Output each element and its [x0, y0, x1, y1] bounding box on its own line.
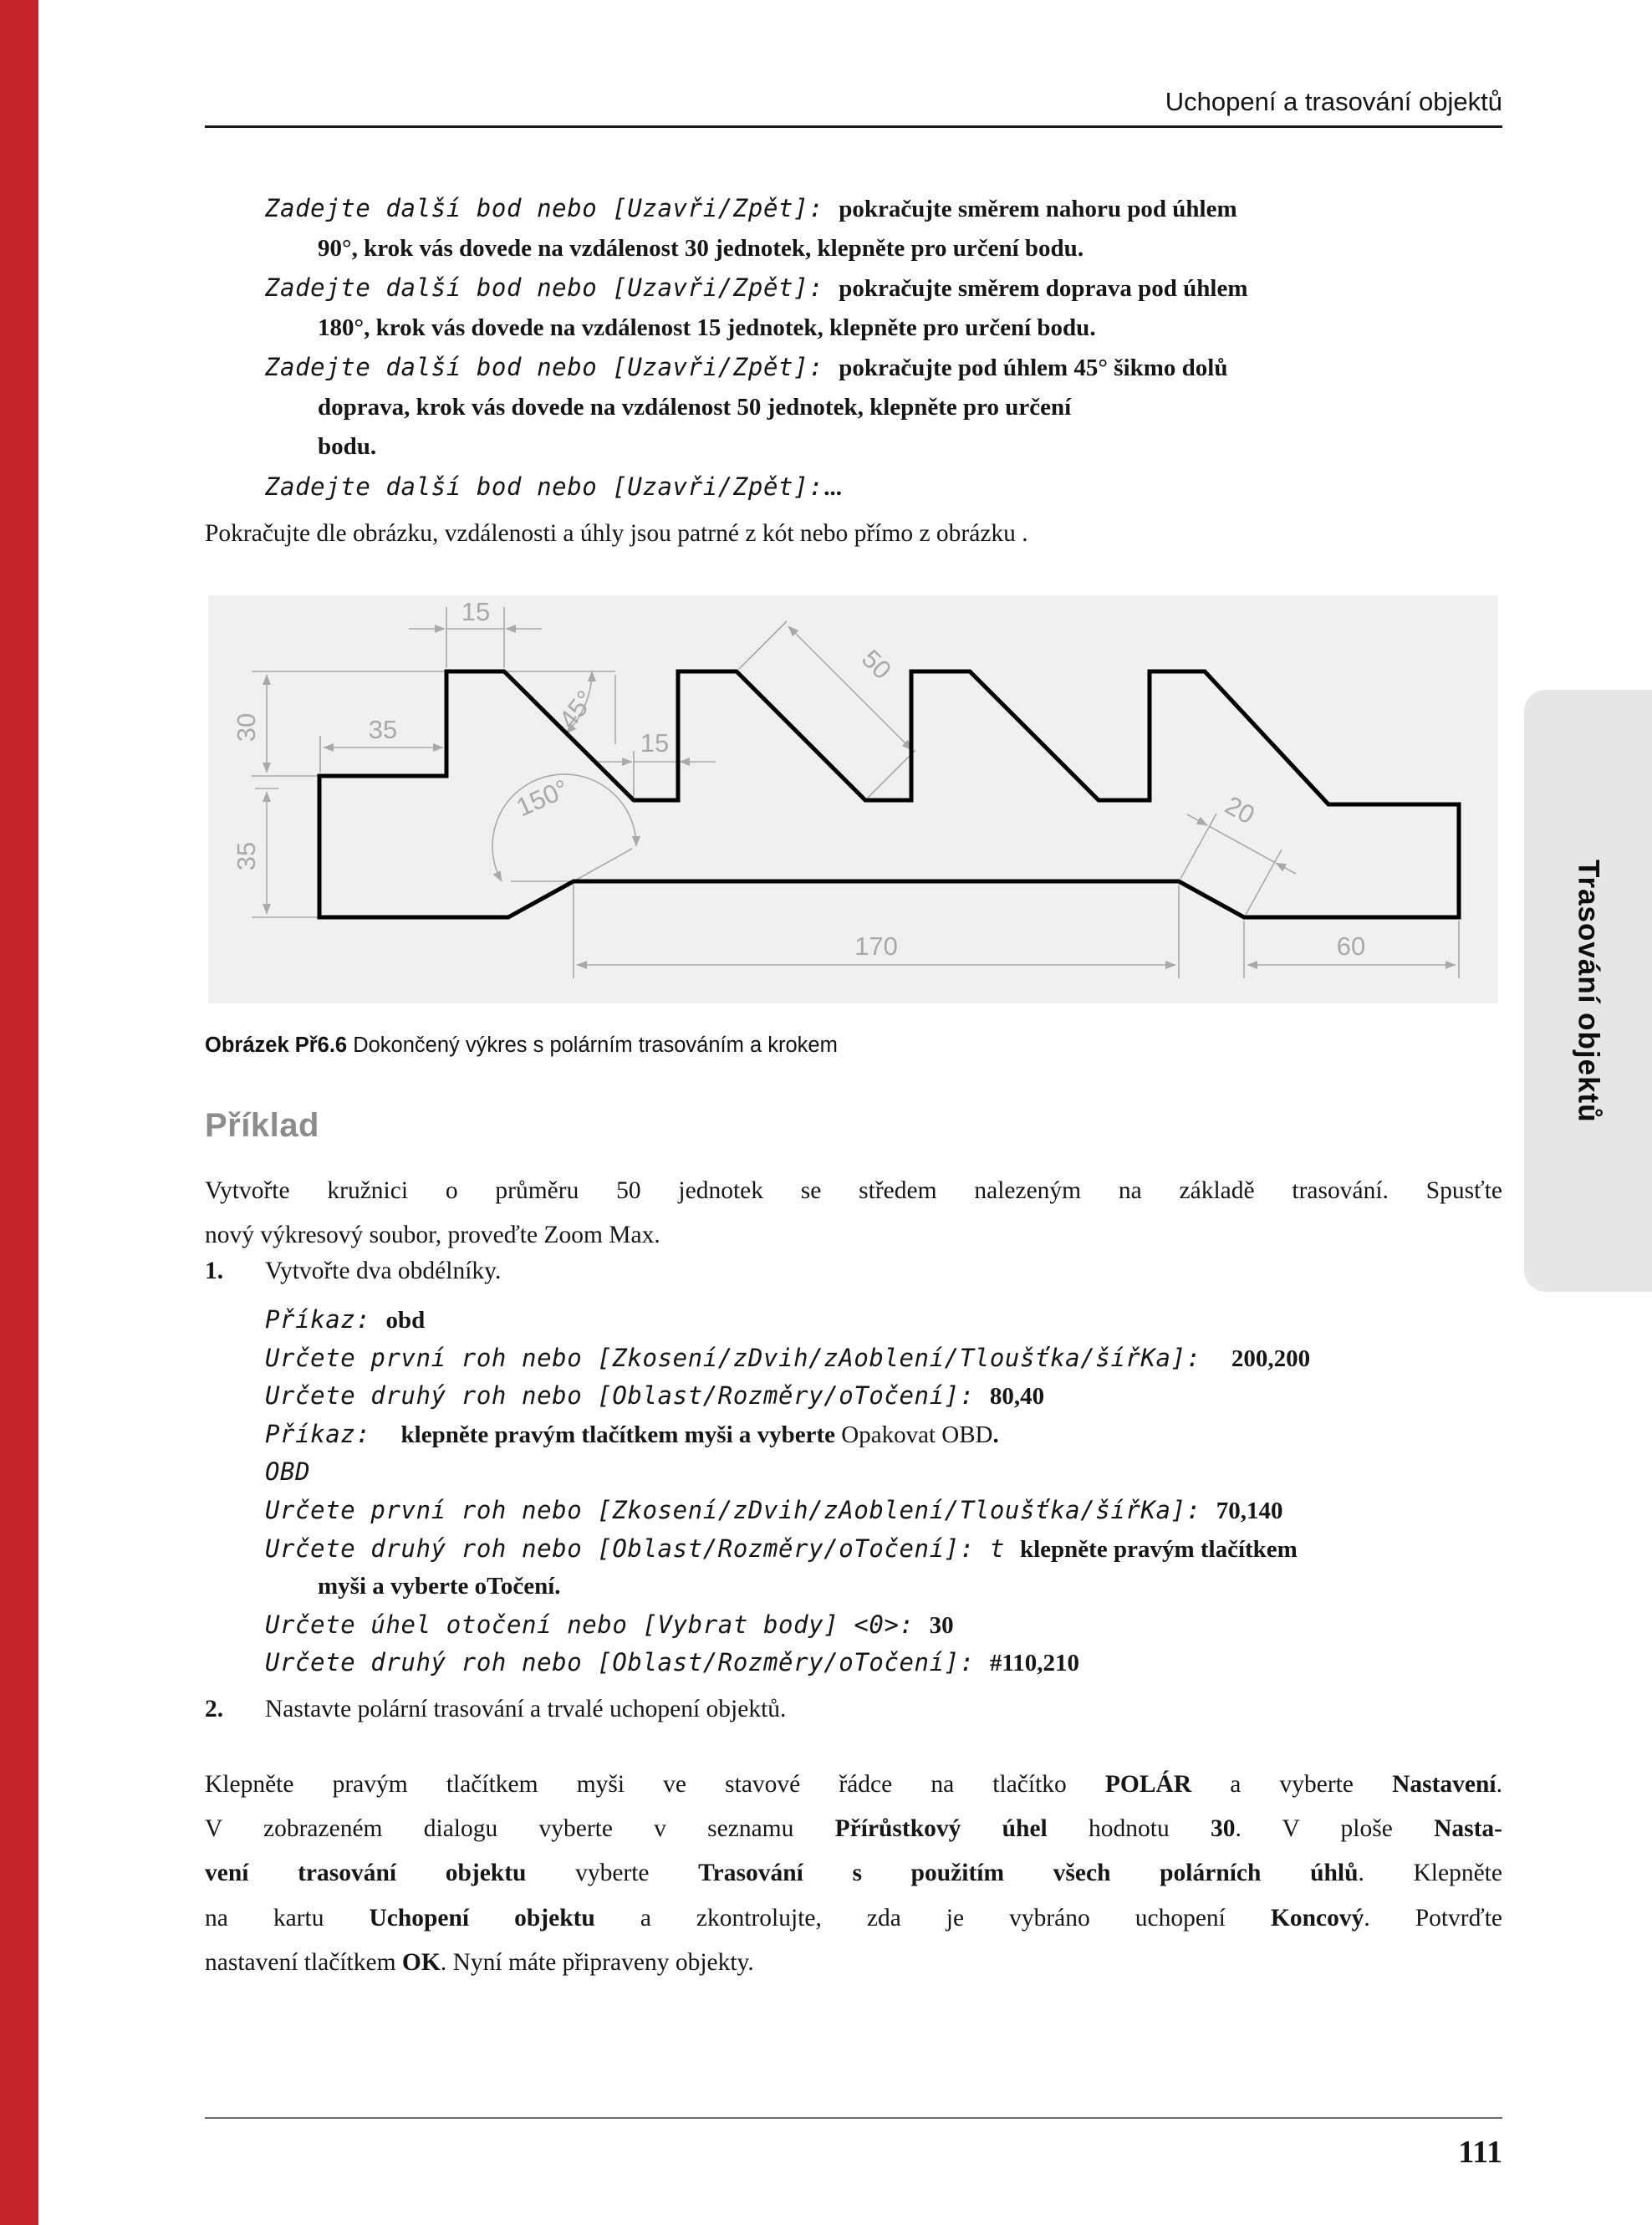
- text-segment: a zkontrolujte, zda je vybráno uchopení: [594, 1904, 1271, 1932]
- instruction-text: .: [992, 1421, 999, 1448]
- instruction-text: bodu.: [318, 433, 377, 460]
- ui-term: Trasování s použitím všech polárních úhlů: [698, 1860, 1359, 1887]
- instruction-text: myši a vyberte oTočení.: [318, 1573, 561, 1600]
- paragraph-line: nový výkresový soubor, proveďte Zoom Max.: [205, 1222, 660, 1248]
- text-segment: V zobrazeném dialogu vyberte v seznamu: [205, 1815, 835, 1843]
- left-red-bar: [0, 0, 38, 2225]
- instruction-text: klepněte pravým tlačítkem myši a vyberte: [400, 1421, 842, 1448]
- prompt-text: OBD: [265, 1457, 311, 1487]
- running-head: Uchopení a trasování objektů: [1165, 87, 1502, 116]
- command-line: [265, 427, 1511, 467]
- ui-term: Nasta-: [1434, 1815, 1502, 1843]
- instruction-text: doprava, krok vás dovede na vzdálenost 50 jednotek, klepněte pro určení: [318, 393, 1072, 421]
- text-segment: . Klepněte: [1358, 1860, 1502, 1887]
- numbered-step-2: [205, 1696, 1502, 1723]
- text-segment: .: [1496, 1771, 1502, 1798]
- menu-item-text: Opakovat OBD: [841, 1421, 993, 1448]
- dimension-lines: [232, 597, 1459, 978]
- command-line: [265, 189, 1511, 229]
- ui-term: Přírůstkový úhel: [834, 1815, 1048, 1843]
- prompt-text: Určete první roh nebo [Zkosení/zDvih/zAoblení/Tloušťka/šířKa]:: [265, 1343, 1231, 1372]
- dim-label-right-60: 60: [1336, 931, 1366, 961]
- paragraph-line: [205, 1851, 1502, 1896]
- code-line: [265, 1568, 1519, 1606]
- instruction-text: pokračujte směrem nahoru pod úhlem: [839, 196, 1237, 222]
- dim-label-left-35: 35: [232, 841, 261, 871]
- ui-term: Uchopení objektu: [369, 1904, 595, 1932]
- ui-term: POLÁR: [1104, 1771, 1192, 1798]
- header-rule: [205, 125, 1502, 128]
- ui-term: Koncový: [1270, 1904, 1364, 1932]
- entered-value: 30: [929, 1611, 954, 1639]
- text-segment: . Nyní máte připraveny objekty.: [440, 1948, 754, 1976]
- text-segment: vyberte: [526, 1860, 699, 1887]
- step-text: Vytvořte dva obdélníky.: [265, 1258, 502, 1284]
- text-segment: nastavení tlačítkem: [205, 1948, 402, 1976]
- chapter-thumb-tab-label: Trasování objektů: [1572, 859, 1605, 1123]
- example-intro-paragraph: [205, 1169, 1502, 1258]
- dim-label-slope-50: 50: [855, 644, 897, 686]
- command-line: [265, 348, 1511, 388]
- paragraph-line: Vytvořte kružnici o průměru 50 jednotek se středem nalezeným na základě trasování. Spusťte: [205, 1177, 1502, 1204]
- dim-label-step-35: 35: [368, 715, 398, 744]
- dim-label-angle-45: 45°: [553, 685, 600, 734]
- text-segment: Klepněte pravým tlačítkem myši ve stavové řádce na tlačítko: [205, 1771, 1105, 1798]
- code-line: [265, 1606, 1519, 1645]
- command-line: [265, 229, 1511, 269]
- figure-drawing: [208, 595, 1498, 1003]
- prompt-text: Zadejte další bod nebo [Uzavři/Zpět]:: [265, 353, 839, 381]
- entered-value: 70,140: [1216, 1497, 1283, 1524]
- step-2-paragraph: [205, 1763, 1502, 1985]
- code-line: [265, 1492, 1519, 1530]
- text-segment: a vyberte: [1191, 1771, 1393, 1798]
- dim-label-top-15: 15: [461, 597, 491, 626]
- text-segment: . V ploše: [1235, 1815, 1435, 1843]
- code-line: [265, 1377, 1519, 1416]
- command-code-block: [265, 1301, 1519, 1682]
- ui-term: OK: [401, 1948, 441, 1976]
- dim-label-left-30: 30: [232, 712, 261, 743]
- prompt-text: Zadejte další bod nebo [Uzavři/Zpět]:: [265, 194, 839, 222]
- instruction-text: 180°, krok vás dovede na vzdálenost 15 jednotek, klepněte pro určení bodu.: [318, 314, 1096, 341]
- paragraph-line: [205, 1807, 1502, 1851]
- instruction-text: pokračujte pod úhlem 45° šikmo dolů: [839, 355, 1228, 381]
- figure-caption: [205, 1033, 1502, 1058]
- part-outline: [319, 671, 1459, 917]
- prompt-text: Určete první roh nebo [Zkosení/zDvih/zAoblení/Tloušťka/šířKa]:: [265, 1495, 1216, 1524]
- command-line: [265, 467, 1511, 508]
- text-segment: na kartu: [205, 1904, 370, 1932]
- prompt-text: Zadejte další bod nebo [Uzavři/Zpět]:: [265, 472, 824, 501]
- section-heading: Příklad: [205, 1107, 319, 1144]
- dim-label-valley-15: 15: [640, 728, 670, 758]
- prompt-text: Příkaz:: [265, 1419, 401, 1448]
- command-line: [265, 309, 1511, 349]
- command-line: [265, 388, 1511, 428]
- entered-value: 200,200: [1231, 1345, 1311, 1372]
- text-segment: hodnotu: [1047, 1815, 1211, 1843]
- figure-caption-text: Dokončený výkres s polárním trasováním a krokem: [347, 1033, 838, 1057]
- step-number: 2.: [205, 1696, 224, 1722]
- paragraph-line: [205, 1941, 1502, 1985]
- prompt-text: Zadejte další bod nebo [Uzavři/Zpět]:: [265, 273, 839, 302]
- code-line: [265, 1301, 1519, 1340]
- code-line: [265, 1340, 1519, 1378]
- code-line: [265, 1530, 1519, 1569]
- instruction-text: ...: [823, 473, 842, 501]
- code-line: [265, 1416, 1519, 1454]
- numbered-step-1: [205, 1258, 1502, 1285]
- instruction-text: klepněte pravým tlačítkem: [1019, 1535, 1298, 1563]
- dim-label-bottom-170: 170: [854, 931, 898, 961]
- ui-term: Nastavení: [1392, 1771, 1496, 1798]
- code-line: [265, 1644, 1519, 1682]
- paragraph-line: [205, 1896, 1502, 1941]
- dim-label-chamfer-20: 20: [1220, 790, 1260, 830]
- command-transcript: [265, 189, 1511, 507]
- figure-intro-paragraph: Pokračujte dle obrázku, vzdálenosti a úhly jsou patrné z kót nebo přímo z obrázku .: [205, 520, 1028, 547]
- paragraph-line: [205, 1763, 1502, 1807]
- instruction-text: pokračujte směrem doprava pod úhlem: [839, 275, 1248, 302]
- command-line: [265, 268, 1511, 309]
- prompt-text: Určete druhý roh nebo [Oblast/Rozměry/oTočení]:: [265, 1648, 990, 1677]
- ui-term: vení trasování objektu: [205, 1860, 527, 1887]
- text-segment: . Potvrďte: [1364, 1904, 1502, 1932]
- prompt-text: Příkaz:: [265, 1305, 386, 1334]
- step-text: Nastavte polární trasování a trvalé uchopení objektů.: [265, 1696, 787, 1722]
- page-number: 111: [1458, 2135, 1502, 2170]
- chapter-thumb-tab: [1524, 690, 1652, 1292]
- ui-term: 30: [1210, 1815, 1236, 1843]
- entered-value: #110,210: [989, 1650, 1080, 1677]
- code-line: [265, 1453, 1519, 1492]
- entered-value: 80,40: [989, 1383, 1045, 1411]
- dim-label-angle-150: 150°: [512, 773, 574, 823]
- cad-profile-drawing: [208, 595, 1498, 1003]
- prompt-text: Určete úhel otočení nebo [Vybrat body] <0>:: [265, 1610, 930, 1639]
- prompt-text: Určete druhý roh nebo [Oblast/Rozměry/oTočení]:: [265, 1381, 990, 1411]
- prompt-text: Určete druhý roh nebo [Oblast/Rozměry/oTočení]: t: [265, 1534, 1020, 1563]
- step-number: 1.: [205, 1258, 224, 1284]
- figure-caption-label: Obrázek Př6.6: [205, 1033, 348, 1057]
- entered-value: obd: [385, 1307, 426, 1334]
- footer-rule: [205, 2117, 1502, 2119]
- instruction-text: 90°, krok vás dovede na vzdálenost 30 jednotek, klepněte pro určení bodu.: [318, 234, 1084, 262]
